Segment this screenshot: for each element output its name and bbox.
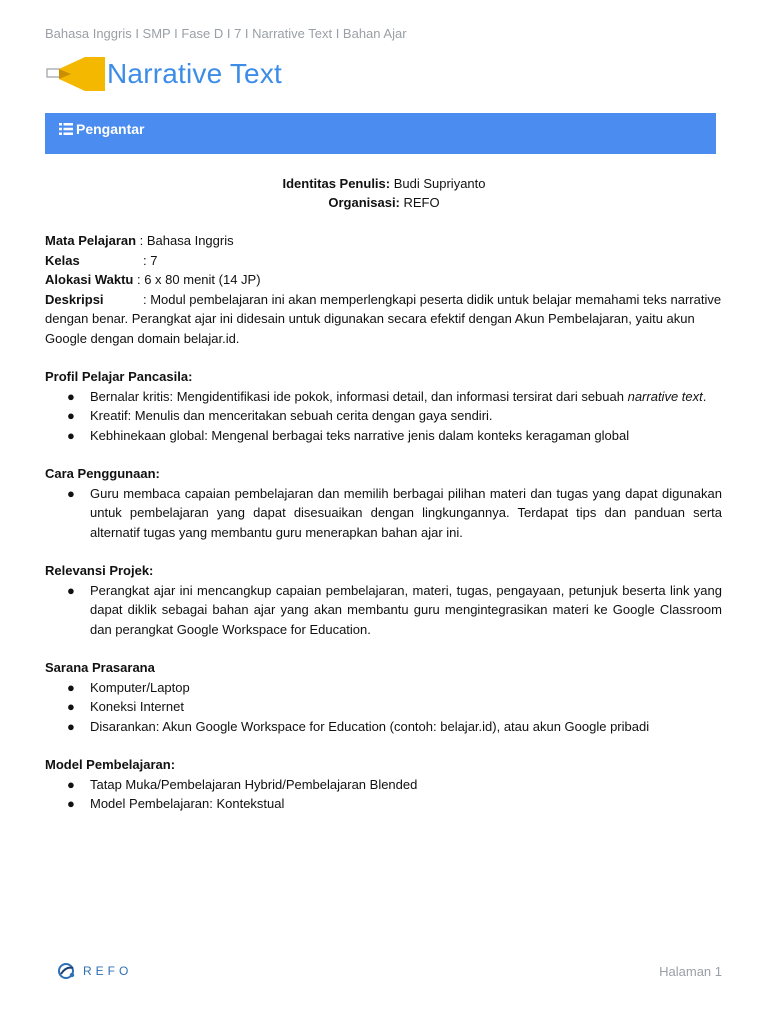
subject-value: : Bahasa Inggris (136, 233, 234, 248)
list-item (45, 678, 722, 698)
list-item (45, 717, 722, 737)
time-value: : 6 x 80 menit (14 JP) (133, 272, 261, 287)
meta-class (45, 251, 722, 271)
model-section (45, 755, 722, 814)
organization-value: REFO (399, 195, 440, 210)
pencil-icon (45, 55, 107, 93)
bullet-icon: ● (67, 582, 75, 598)
list-item (45, 484, 722, 543)
sarana-item-text: Koneksi Internet (90, 699, 184, 714)
page-title: Narrative Text (107, 58, 283, 89)
model-item-text: Tatap Muka/Pembelajaran Hybrid/Pembelajaran Blended (90, 776, 418, 792)
profil-list (45, 387, 722, 446)
organization-line (0, 193, 768, 212)
time-label: Alokasi Waktu (45, 272, 134, 287)
profil-item-italic: narrative text (627, 388, 703, 404)
list-item (45, 581, 722, 640)
bullet-icon: ● (67, 679, 75, 695)
meta-subject (45, 231, 722, 251)
bullet-icon: ● (67, 485, 75, 501)
profil-title: Profil Pelajar Pancasila: (45, 369, 193, 384)
relevansi-item-text: Perangkat ajar ini mencangkup capaian pembelajaran, materi, tugas, pengayaan, petunjuk beserta link yang dapat diklik sebagai bahan ajar yang akan membantu guru mengintegrasikan materi ke Google Classroom dan perangkat Google Workspace for Education. (90, 582, 722, 637)
description-first: : Modul pembelajaran ini akan memperlengkapi peserta didik untuk belajar memahami teks (143, 291, 667, 307)
list-item (45, 697, 722, 717)
description-rest: narrative dengan benar. Perangkat ajar ini didesain untuk digunakan secara efektif dengan Akun Pembelajaran, yaitu akun Google dengan domain belajar.id. (45, 291, 722, 346)
sarana-item-text: Disarankan: Akun Google Workspace for Education (contoh: belajar.id), atau akun Google pribadi (90, 718, 650, 734)
list-icon (59, 123, 73, 135)
organization-label: Organisasi: (328, 195, 400, 210)
list-item (45, 775, 722, 795)
description-label: Deskripsi (45, 291, 104, 307)
relevansi-list (45, 581, 722, 640)
relevansi-title: Relevansi Projek: (45, 563, 154, 578)
author-label: Identitas Penulis: (282, 176, 391, 191)
bullet-icon: ● (67, 388, 75, 404)
model-list (45, 775, 722, 814)
bullet-icon: ● (67, 776, 75, 792)
model-title: Model Pembelajaran: (45, 757, 176, 772)
author-value: Budi Supriyanto (390, 176, 486, 191)
list-item (45, 406, 722, 426)
footer-logo (57, 962, 132, 980)
profil-item-text: Bernalar kritis: Mengidentifikasi ide pokok, informasi detail, dan informasi tersirat dari sebuah (90, 388, 628, 404)
cara-section (45, 464, 722, 542)
bullet-icon: ● (67, 427, 75, 443)
class-value: : 7 (143, 252, 158, 268)
profil-section (45, 367, 722, 445)
sarana-title: Sarana Prasarana (45, 660, 155, 675)
banner-label: Pengantar (76, 121, 145, 137)
sarana-list (45, 678, 722, 737)
profil-item-end: . (702, 388, 707, 404)
profil-item-text: Kreatif: Menulis dan menceritakan sebuah cerita dengan gaya sendiri. (90, 408, 493, 423)
list-item (45, 426, 722, 446)
cara-item-text: Guru membaca capaian pembelajaran dan memilih berbagai pilihan materi dan tugas yang dapat digunakan untuk pembelajaran yang dapat disesuaikan dengan lingkungannya. Terdapat tips dan panduan serta alternatif tugas yang membantu guru menerapkan bahan ajar ini. (90, 485, 722, 540)
cara-list (45, 484, 722, 543)
cara-title: Cara Penggunaan: (45, 466, 160, 481)
section-banner (45, 113, 716, 154)
page-number: Halaman 1 (659, 964, 722, 979)
bullet-icon: ● (67, 699, 75, 714)
refo-logo-icon (57, 962, 77, 980)
subject-label: Mata Pelajaran (45, 233, 137, 248)
sarana-item-text: Komputer/Laptop (90, 679, 190, 695)
model-item-text: Model Pembelajaran: Kontekstual (90, 796, 285, 811)
sarana-section (45, 658, 722, 736)
list-item (45, 794, 722, 814)
list-item (45, 387, 722, 407)
meta-time (45, 270, 722, 290)
bullet-icon: ● (67, 718, 75, 734)
content-body (45, 231, 722, 814)
breadcrumb: Bahasa Inggris I SMP I Fase D I 7 I Narrative Text I Bahan Ajar (45, 26, 407, 41)
meta-description (45, 290, 722, 349)
bullet-icon: ● (67, 796, 75, 811)
identity-block (0, 174, 768, 212)
relevansi-section (45, 561, 722, 639)
bullet-icon: ● (67, 408, 75, 423)
profil-item-text: Kebhinekaan global: Mengenal berbagai teks narrative jenis dalam konteks keragaman global (90, 427, 630, 443)
title-row (45, 54, 282, 94)
author-line (0, 174, 768, 193)
logo-text: REFO (83, 964, 133, 978)
class-label: Kelas (45, 252, 80, 268)
